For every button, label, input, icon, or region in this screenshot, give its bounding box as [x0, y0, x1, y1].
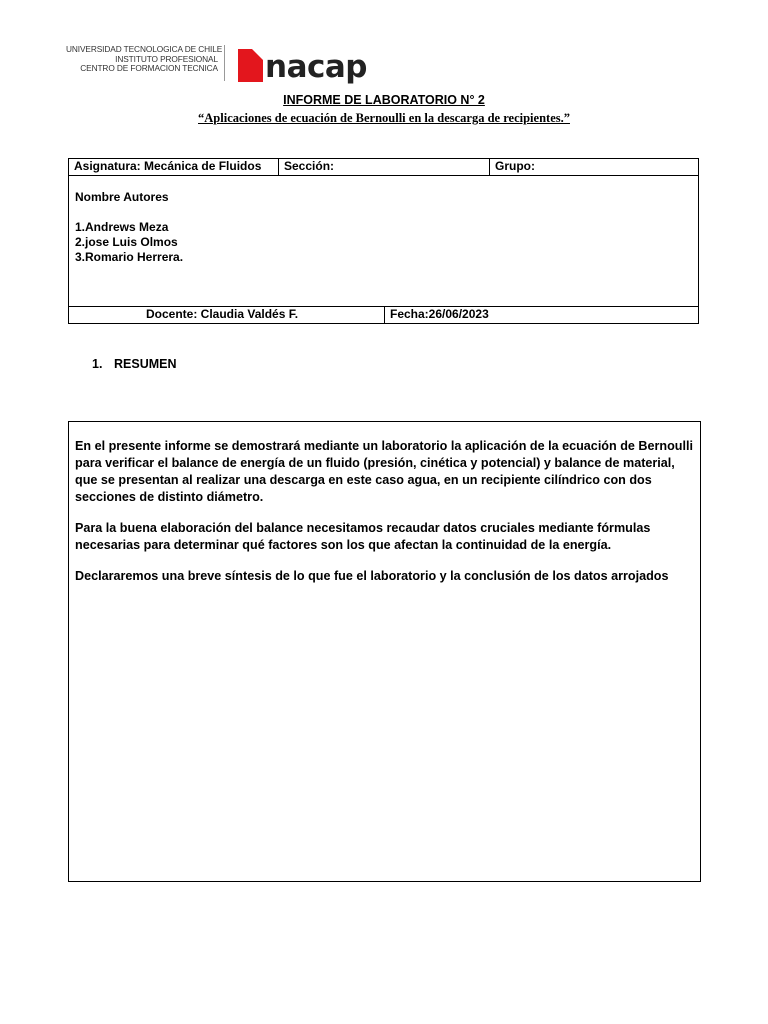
- info-row-footer: [69, 306, 698, 323]
- logo-text: nacap: [265, 49, 367, 85]
- inacap-logo: [238, 44, 367, 85]
- summary-box: [68, 421, 701, 882]
- author-item: 2.jose Luis Olmos: [75, 235, 178, 249]
- section-title: RESUMEN: [114, 357, 177, 371]
- section-number: 1.: [92, 357, 103, 371]
- info-row-header: [69, 159, 698, 176]
- summary-paragraph: En el presente informe se demostrará mediante un laboratorio la aplicación de la ecuación de Bernoulli para verificar el balance de energía de un fluido (presión, cinética y potencial) y balance de material, que se presentan al realizar una descarga en este caso agua, en un recipiente cilíndrico con dos secciones de distinto diámetro.: [75, 439, 693, 504]
- institution-block: [66, 44, 223, 74]
- seccion-cell: Sección:: [279, 159, 490, 175]
- summary-paragraph: Declararemos una breve síntesis de lo que fue el laboratorio y la conclusión de los datos arrojados: [75, 569, 669, 583]
- institution-line: UNIVERSIDAD TECNOLOGICA DE CHILE: [66, 44, 223, 54]
- section-heading-resumen: [92, 357, 177, 371]
- grupo-cell: Grupo:: [495, 159, 535, 173]
- document-title: INFORME DE LABORATORIO N° 2: [283, 93, 485, 107]
- asignatura-cell: Asignatura: Mecánica de Fluidos: [69, 159, 279, 175]
- institution-line: INSTITUTO PROFESIONAL: [115, 53, 218, 64]
- document-subtitle: “Aplicaciones de ecuación de Bernoulli en la descarga de recipientes.”: [198, 111, 570, 125]
- authors-heading: Nombre Autores: [75, 190, 169, 204]
- author-item: 1.Andrews Meza: [75, 220, 169, 234]
- summary-paragraph: Para la buena elaboración del balance necesitamos recaudar datos cruciales mediante fórmulas necesarias para determinar qué factores son los que afectan la continuidad de la energía.: [75, 521, 651, 552]
- institution-line: CENTRO DE FORMACION TECNICA: [80, 63, 218, 73]
- logo-mark-icon: [238, 49, 263, 82]
- info-table: [68, 158, 699, 324]
- authors-block: [75, 190, 183, 265]
- header-divider: [224, 45, 225, 81]
- author-item: 3.Romario Herrera.: [75, 250, 184, 264]
- fecha-cell: Fecha:26/06/2023: [390, 307, 489, 321]
- docente-cell: Docente: Claudia Valdés F.: [69, 307, 385, 323]
